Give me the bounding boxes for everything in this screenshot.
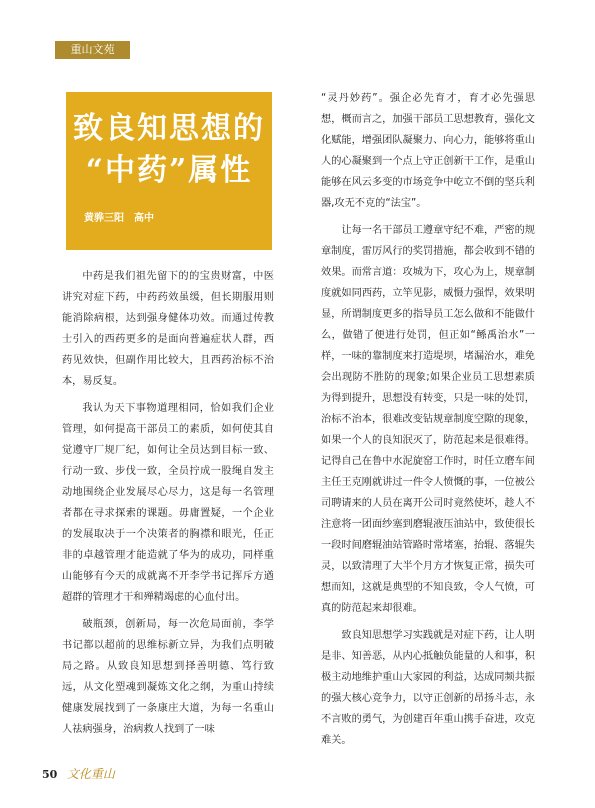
publication-logo: 文化重山 bbox=[66, 767, 115, 781]
right-column bbox=[321, 88, 535, 757]
paragraph: 让每一名干部员工遵章守纪不难，严密的规章制度，雷厉风行的奖罚措施，都会收到不错的效果。而常言道：攻城为下，攻心为上，规章制度就如同西药，立竿见影，威慑力强悍，效果明显，所谓制度更多的指导员工怎么做和不能做什么，做错了便进行处罚，但正如“鲧禹治水”一样，一味的靠制度来打造堤坝，堵漏治水，难免会出现防不胜防的现象;如果企业员工思想素质为得到提升，思想没有转变，只是一味的处罚，治标不治本，很难改变钻规章制度空隙的现象，如果一个人的良知泯灭了，防范起来是很难得。记得自己在鲁中水泥旋窑工作时，时任立磨车间主任王克刚就讲过一件令人愤慨的事，一位被公司聘请来的人员在离开公司时竟然使坏，趁人不注意将一团面纱塞到磨辊液压油站中，致使很长一段时间磨辊油站管路时常堵塞，抬辊、落辊失灵，以致清理了大半个月方才恢复正常，损失可想而知，这就是典型的不知良致，令人气愤，可真的防范起来却很难。 bbox=[321, 225, 535, 614]
left-column bbox=[62, 266, 274, 746]
page-number: 50 bbox=[42, 768, 58, 781]
paragraph: “灵丹妙药”。强企必先育才，育才必先强思想，概而言之，加强干部员工思想教育，强化文化赋能，增强团队凝聚力、向心力，能够将重山人的心凝聚到一个点上守正创新干工作，是重山能够在风云多变的市场竞争中屹立不倒的坚兵利器,攻无不克的“法宝”。 bbox=[321, 93, 535, 209]
title-block bbox=[66, 92, 272, 250]
article-title bbox=[66, 108, 272, 192]
paragraph: 我认为天下事物道理相同，恰如我们企业管理，如何提高干部员工的素质，如何使其自觉遵守厂规厂纪，如何让全员达到目标一致、行动一致、步伐一致，全员拧成一股绳自发主动地围绕企业发展尽心尽力，这是每一名管理者都在寻求探索的课题。毋庸置疑，一个企业的发展取决于一个决策者的胸襟和眼光，任正非的卓越管理才能造就了华为的成功，同样重山能够有今天的成就离不开李学书记挥斥方遒超群的管理才干和殚精竭虑的心血付出。 bbox=[62, 403, 274, 603]
paragraph: 致良知思想学习实践就是对症下药，让人明是非、知善恶，从内心抵触负能量的人和事，积极主动地维护重山大家园的利益，达成同频共振的强大核心竞争力，以守正创新的昂扬斗志，永不言败的勇气，为创建百年重山携手奋进，攻克难关。 bbox=[321, 630, 535, 746]
author-byline: 黄骅三阳 高中 bbox=[84, 213, 154, 224]
section-tag: 重山文苑 bbox=[55, 41, 130, 59]
title-line-1: 致良知思想的 bbox=[73, 111, 265, 146]
page-footer bbox=[42, 765, 115, 782]
title-line-2: “中药”属性 bbox=[85, 153, 253, 188]
paragraph: 中药是我们祖先留下的的宝贵财富，中医讲究对症下药，中药药效虽缓，但长期服用则能消除病根，达到强身健体功效。而通过传教士引入的西药更多的是面向普遍症状人群，西药见效快，但副作用比较大，且西药治标不治本，易反复。 bbox=[62, 271, 274, 387]
paragraph: 破瓶颈，创新局，每一次危局面前，李学书记都以超前的思维标新立异，为我们点明破局之路。从致良知思想到择善明德、笃行致远，从文化塑魂到凝炼文化之纲，为重山持续健康发展找到了一条康庄大道，为每一名重山人祛病强身，治病救人找到了一味 bbox=[62, 619, 274, 735]
